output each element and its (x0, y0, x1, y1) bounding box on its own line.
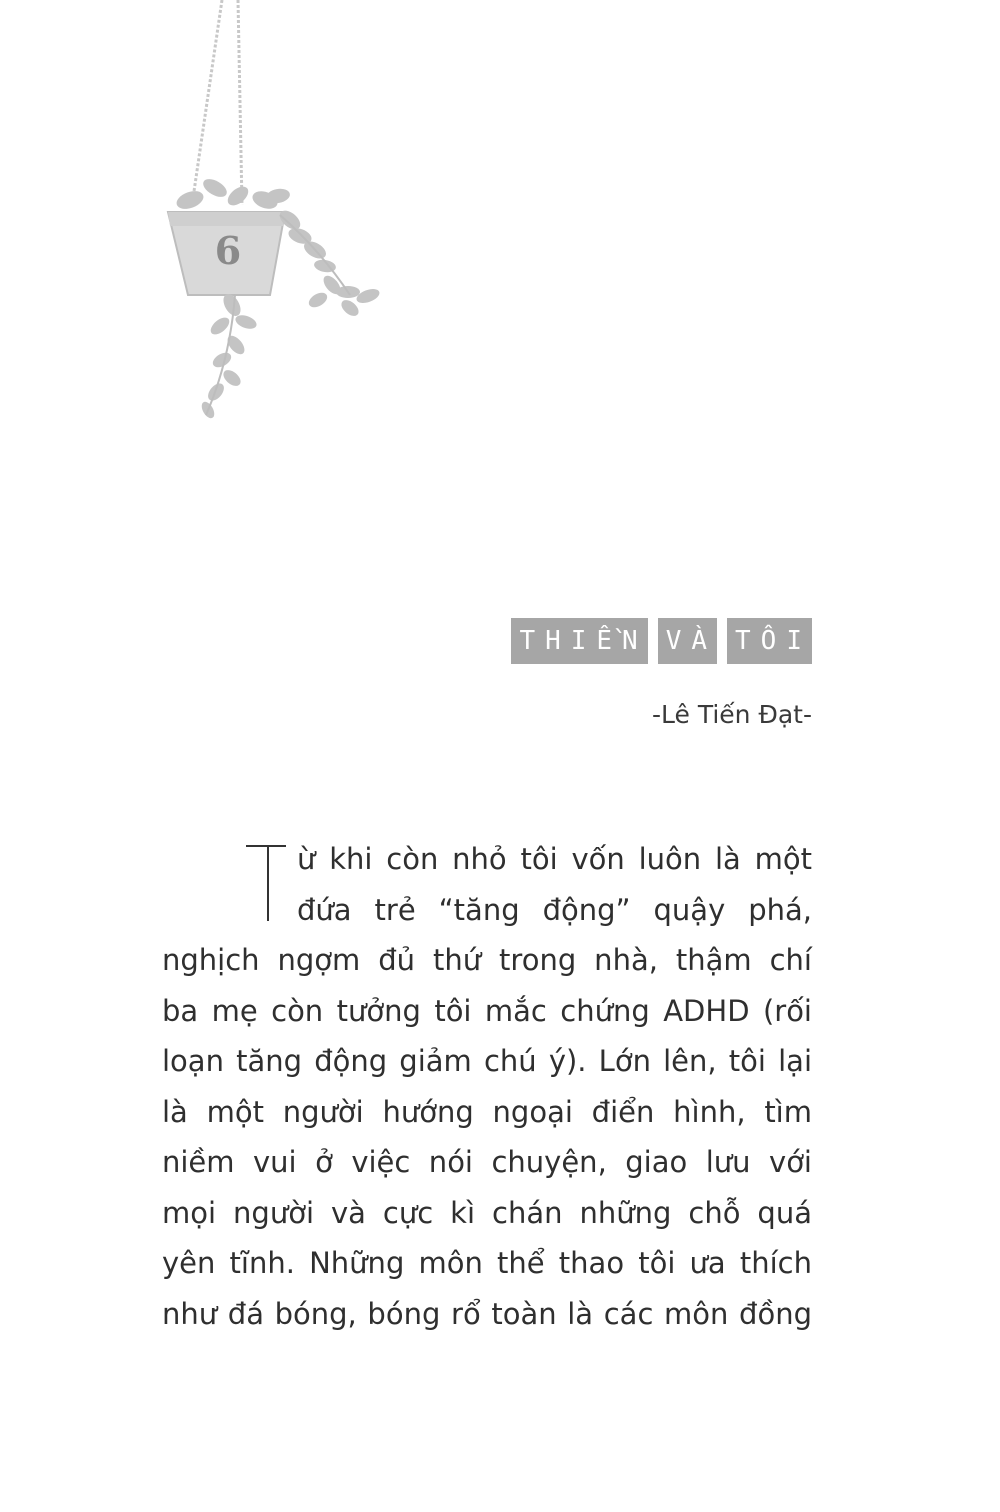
paragraph-line: mọi người và cực kì chán những chỗ quá (162, 1195, 812, 1230)
author-name: -Lê Tiến Đạt- (652, 700, 812, 729)
paragraph-line: như đá bóng, bóng rổ toàn là các môn đồng (162, 1296, 812, 1331)
body-paragraph (162, 834, 812, 1339)
chapter-title (511, 618, 812, 664)
chapter-title-word: VÀ (658, 618, 717, 664)
paragraph-line: ừ khi còn nhỏ tôi vốn luôn là một (297, 842, 812, 876)
chapter-number: 6 (214, 228, 242, 273)
paragraph-line: nghịch ngợm đủ thứ trong nhà, thậm chí (162, 943, 812, 977)
paragraph-line: niềm vui ở việc nói chuyện, giao lưu với (162, 1145, 812, 1179)
paragraph-line: đứa trẻ “tăng động” quậy phá, (297, 892, 812, 927)
chapter-title-word: TÔI (727, 618, 812, 664)
hanging-plant-illustration (150, 0, 390, 430)
paragraph-line: yên tĩnh. Những môn thể thao tôi ưa thích (162, 1246, 812, 1280)
paragraph-line: ba mẹ còn tưởng tôi mắc chứng ADHD (rối (162, 993, 812, 1028)
paragraph-line: loạn tăng động giảm chú ý). Lớn lên, tôi lại (162, 1044, 812, 1078)
paragraph-line: là một người hướng ngoại điển hình, tìm (162, 1094, 812, 1129)
chapter-title-word: THIỀN (511, 618, 647, 664)
